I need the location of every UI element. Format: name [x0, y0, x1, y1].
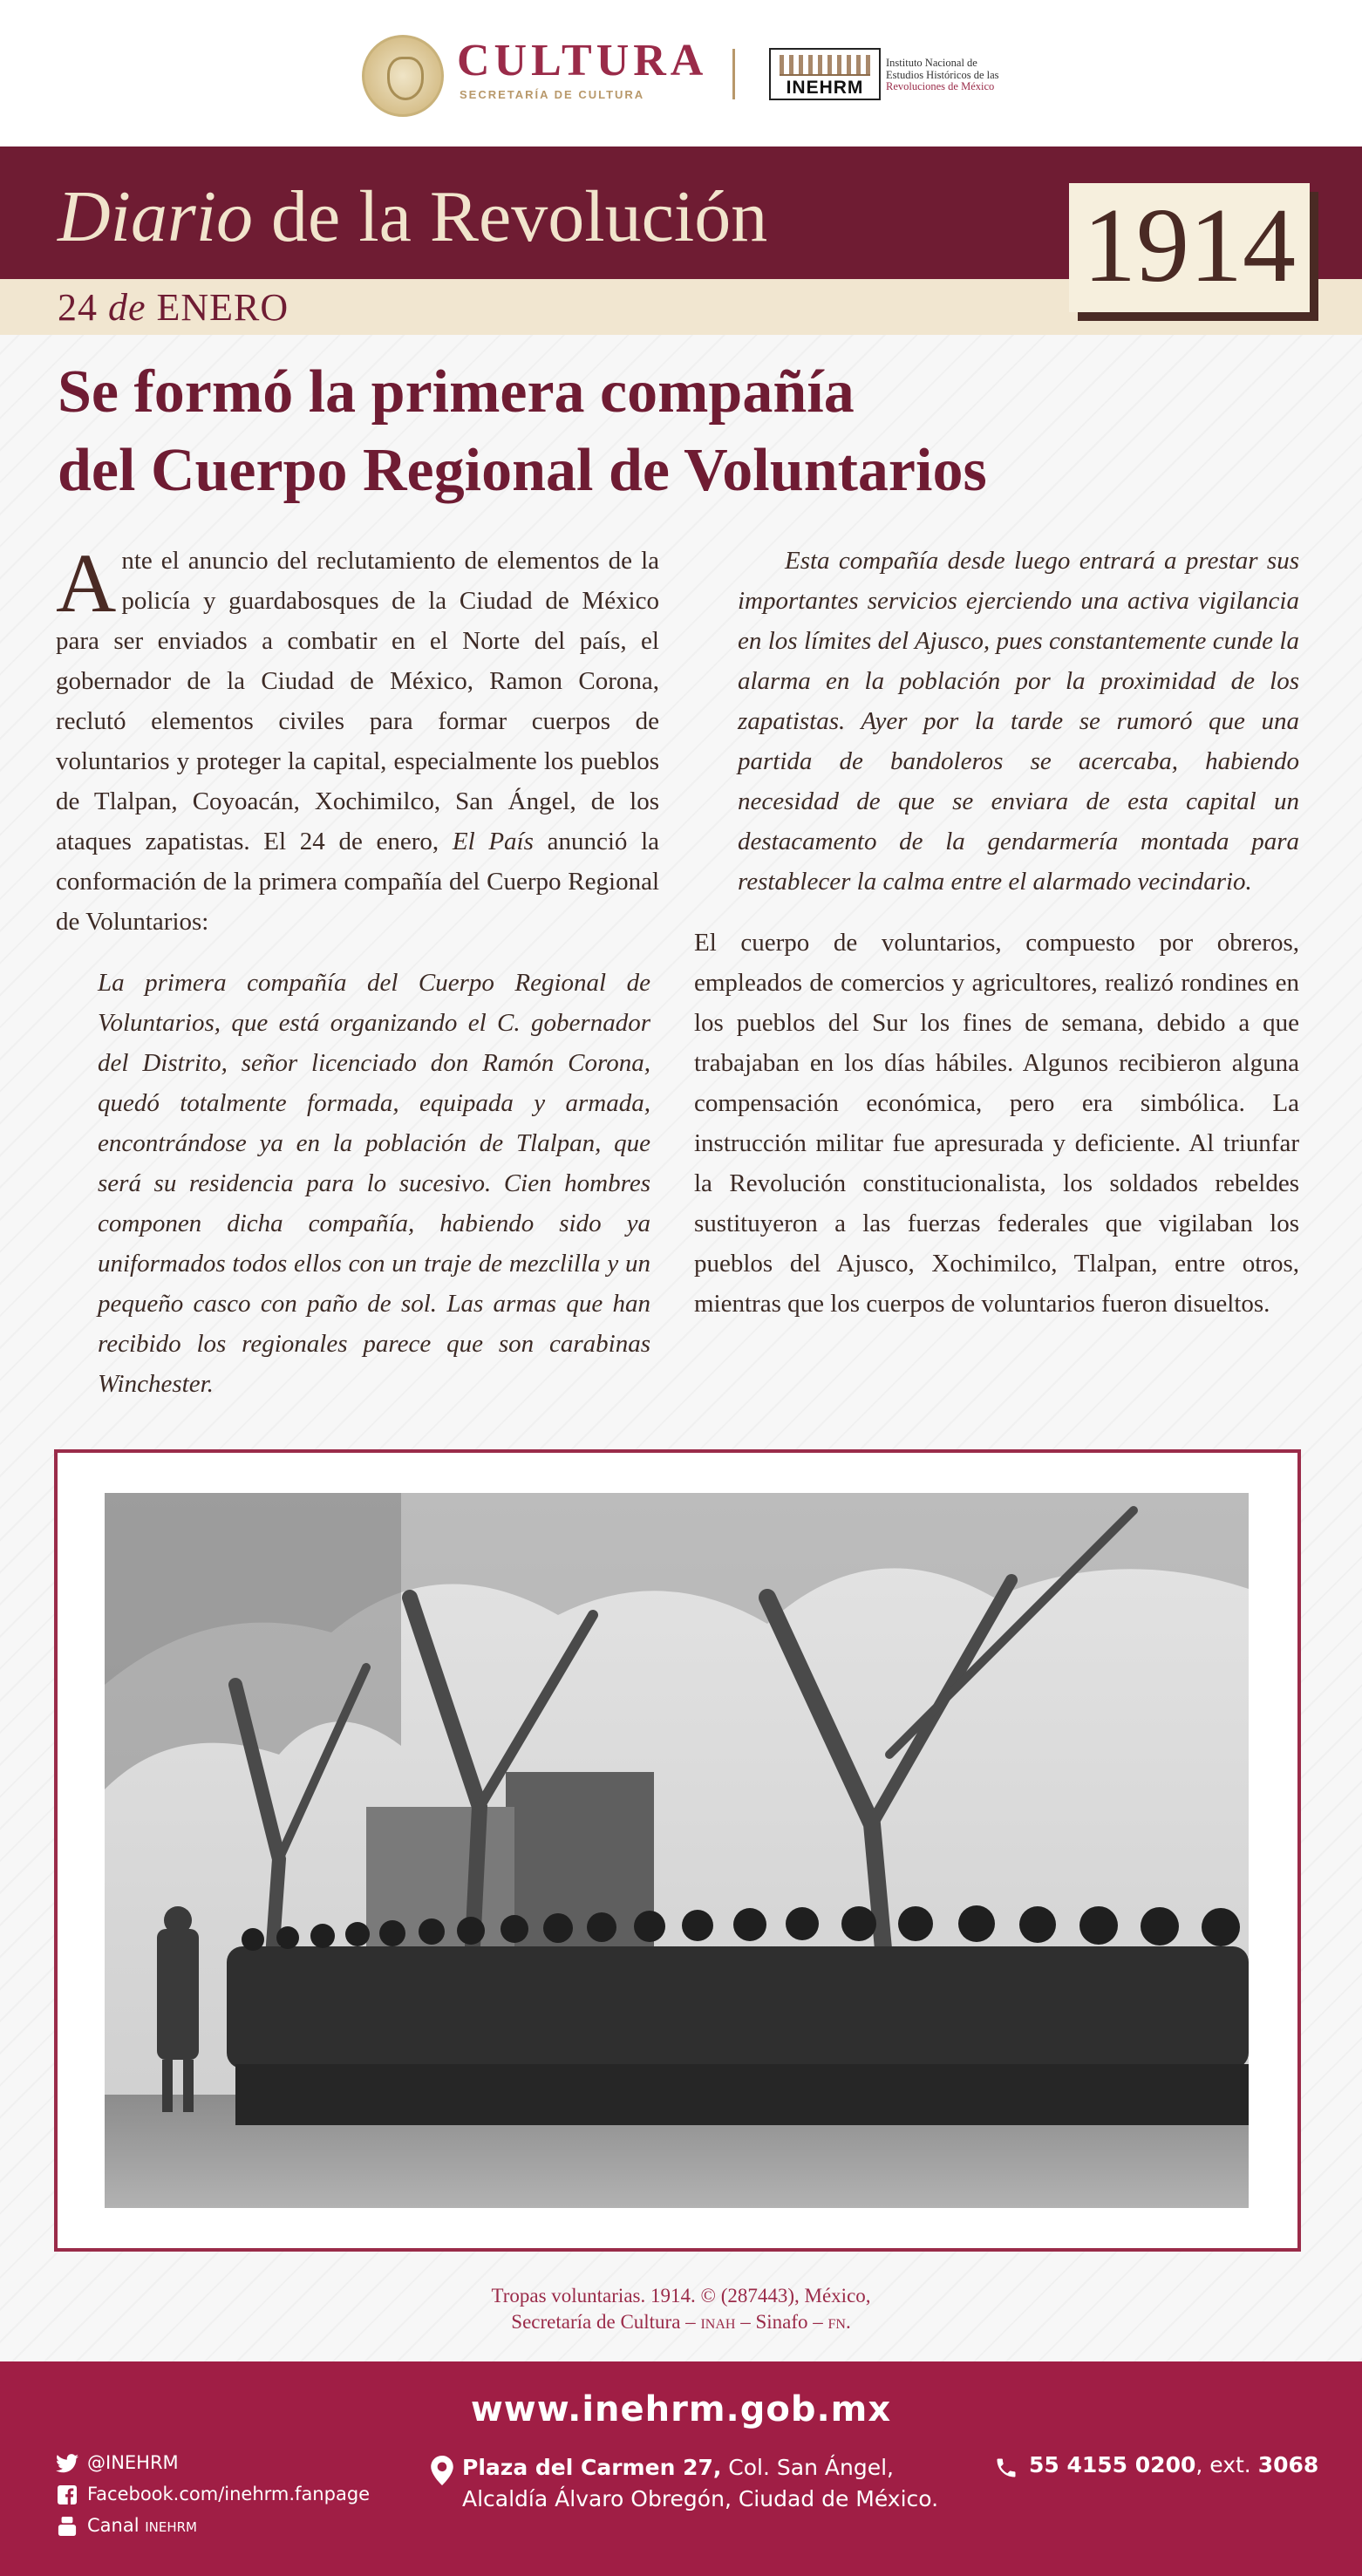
article-right-column — [694, 541, 1299, 1324]
caption-text-a: Secretaría de Cultura – — [511, 2311, 701, 2333]
facebook-icon — [56, 2485, 78, 2504]
inehrm-logo — [769, 48, 881, 100]
date-month: ENERO — [156, 286, 289, 329]
inehrm-line-2: Estudios Históricos de las — [886, 68, 999, 81]
youtube-label: Canal — [87, 2515, 146, 2536]
header — [0, 0, 1362, 147]
photo-illustration — [105, 1493, 1249, 2208]
caption-end: . — [845, 2311, 851, 2333]
phone-icon — [994, 2456, 1018, 2480]
date-day: 24 — [58, 286, 98, 329]
cultura-subtitle: SECRETARÍA DE CULTURA — [460, 88, 645, 101]
youtube-icon — [56, 2517, 78, 2536]
inehrm-name — [886, 58, 999, 93]
year-box — [1069, 183, 1310, 312]
diario-title-rest: de la Revolución — [253, 176, 768, 257]
location-pin-icon — [431, 2456, 453, 2485]
date — [58, 285, 289, 330]
intro-paragraph — [56, 536, 659, 942]
address-street: Plaza del Carmen 27, — [462, 2455, 722, 2480]
header-divider — [732, 49, 735, 99]
caption-fn: fn — [827, 2311, 846, 2333]
caption-text-b: – Sinafo – — [735, 2311, 828, 2333]
facebook-link[interactable] — [56, 2484, 370, 2504]
inehrm-line-3: Revoluciones de México — [886, 80, 995, 92]
twitter-icon — [56, 2454, 78, 2473]
intro-text-a: nte el anuncio del reclutamiento de elementos de la policía y guardabosques de la Ciudad de México para ser enviados a combatir en el Norte del país, el gobernador de la Ciudad de México, Ramon Corona, reclutó elementos civiles para formar cuerpos de voluntarios y proteger la capital, especialmente los pueblos de Tlalpan, Coyoacán, Xochimilco, San Ángel, de los ataques zapatistas. El 24 de enero, — [56, 547, 659, 855]
article-left-column — [56, 536, 659, 1404]
caption-line-2 — [0, 2309, 1362, 2335]
phone-ext-label: , ext. — [1195, 2452, 1258, 2477]
caption-inah: inah — [700, 2311, 736, 2333]
newspaper-name: El País — [452, 828, 534, 855]
date-de: de — [108, 286, 146, 329]
footer — [0, 2361, 1362, 2576]
inehrm-line-1: Instituto Nacional de — [886, 57, 977, 69]
caption-line-1: Tropas voluntarias. 1914. © (287443), México, — [491, 2285, 871, 2307]
cultura-title: CULTURA — [457, 36, 708, 85]
youtube-link[interactable] — [56, 2515, 197, 2536]
diario-title-italic: Diario — [58, 176, 254, 257]
seal-icon — [362, 35, 444, 117]
diario-title — [58, 174, 767, 259]
year: 1914 — [1083, 187, 1296, 304]
address — [462, 2452, 938, 2515]
closing-paragraph: El cuerpo de voluntarios, compuesto por obreros, empleados de comercios y agricultores, realizó rondines en los pueblos del Sur los fines de semana, debido a que trabajaban en los días hábiles. Algunos recibieron alguna compensación económica, pero era simbólica. La instrucción militar fue apresurada y deficiente. Al triunfar la Revolución constitucionalista, los soldados rebeldes sustituyeron a las fuerzas federales que vigilaban los pueblos del Ajusco, Xochimilco, Tlalpan, entre otros, mientras que los cuerpos de voluntarios fueron disueltos. — [694, 929, 1299, 1318]
phone-number: 55 4155 0200 — [1029, 2452, 1196, 2477]
quote-right: Esta compañía desde luego entrará a prestar sus importantes servicios ejerciendo una activa vigilancia en los límites del Ajusco, pues constantemente cunde la alarma en la población por la proximidad de los zapatistas. Ayer por la tarde se rumoró que una partida de bandoleros se acercaba, habiendo necesidad de que se enviara de esta capital un destacamento de la gendarmería montada para restablecer la calma entre el alarmado vecindario. — [738, 547, 1299, 896]
headline-line-1: Se formó la primera compañía — [58, 358, 855, 426]
address-line-2: Alcaldía Álvaro Obregón, Ciudad de México. — [462, 2486, 939, 2511]
headline — [58, 353, 1313, 510]
historic-photo — [105, 1493, 1249, 2208]
twitter-handle: @INEHRM — [87, 2452, 179, 2473]
website-link[interactable]: www.inehrm.gob.mx — [470, 2389, 892, 2429]
phone[interactable] — [1029, 2452, 1318, 2477]
phone-ext: 3068 — [1257, 2452, 1319, 2477]
facebook-url: Facebook.com/inehrm.fanpage — [87, 2484, 371, 2504]
building-icon — [780, 55, 870, 76]
inehrm-logo-text: INEHRM — [786, 78, 864, 98]
drop-cap: A — [56, 536, 117, 630]
twitter-link[interactable] — [56, 2452, 179, 2473]
photo-caption — [0, 2283, 1362, 2335]
photo-frame — [54, 1449, 1301, 2252]
address-line-1 — [462, 2452, 938, 2484]
intro-text-b: anunció la conformación de la primera compañía del Cuerpo Regional de Voluntarios: — [56, 828, 659, 936]
address-colonia: Col. San Ángel, — [721, 2455, 894, 2480]
youtube-channel: inehrm — [145, 2515, 197, 2536]
quote-left: La primera compañía del Cuerpo Regional de Voluntarios, que está organizando el C. gobernador del Distrito, señor licenciado don Ramón Corona, quedó totalmente formada, equipada y armada, encontrándose ya en la población de Tlalpan, que será su residencia para lo sucesivo. Cien hombres componen dicha compañía, habiendo sido ya uniformados todos ellos con un traje de mezclilla y un pequeño casco con paño de sol. Las armas que han recibido los regionales parece que son carabinas Winchester. — [98, 969, 650, 1398]
headline-line-2: del Cuerpo Regional de Voluntarios — [58, 437, 987, 504]
